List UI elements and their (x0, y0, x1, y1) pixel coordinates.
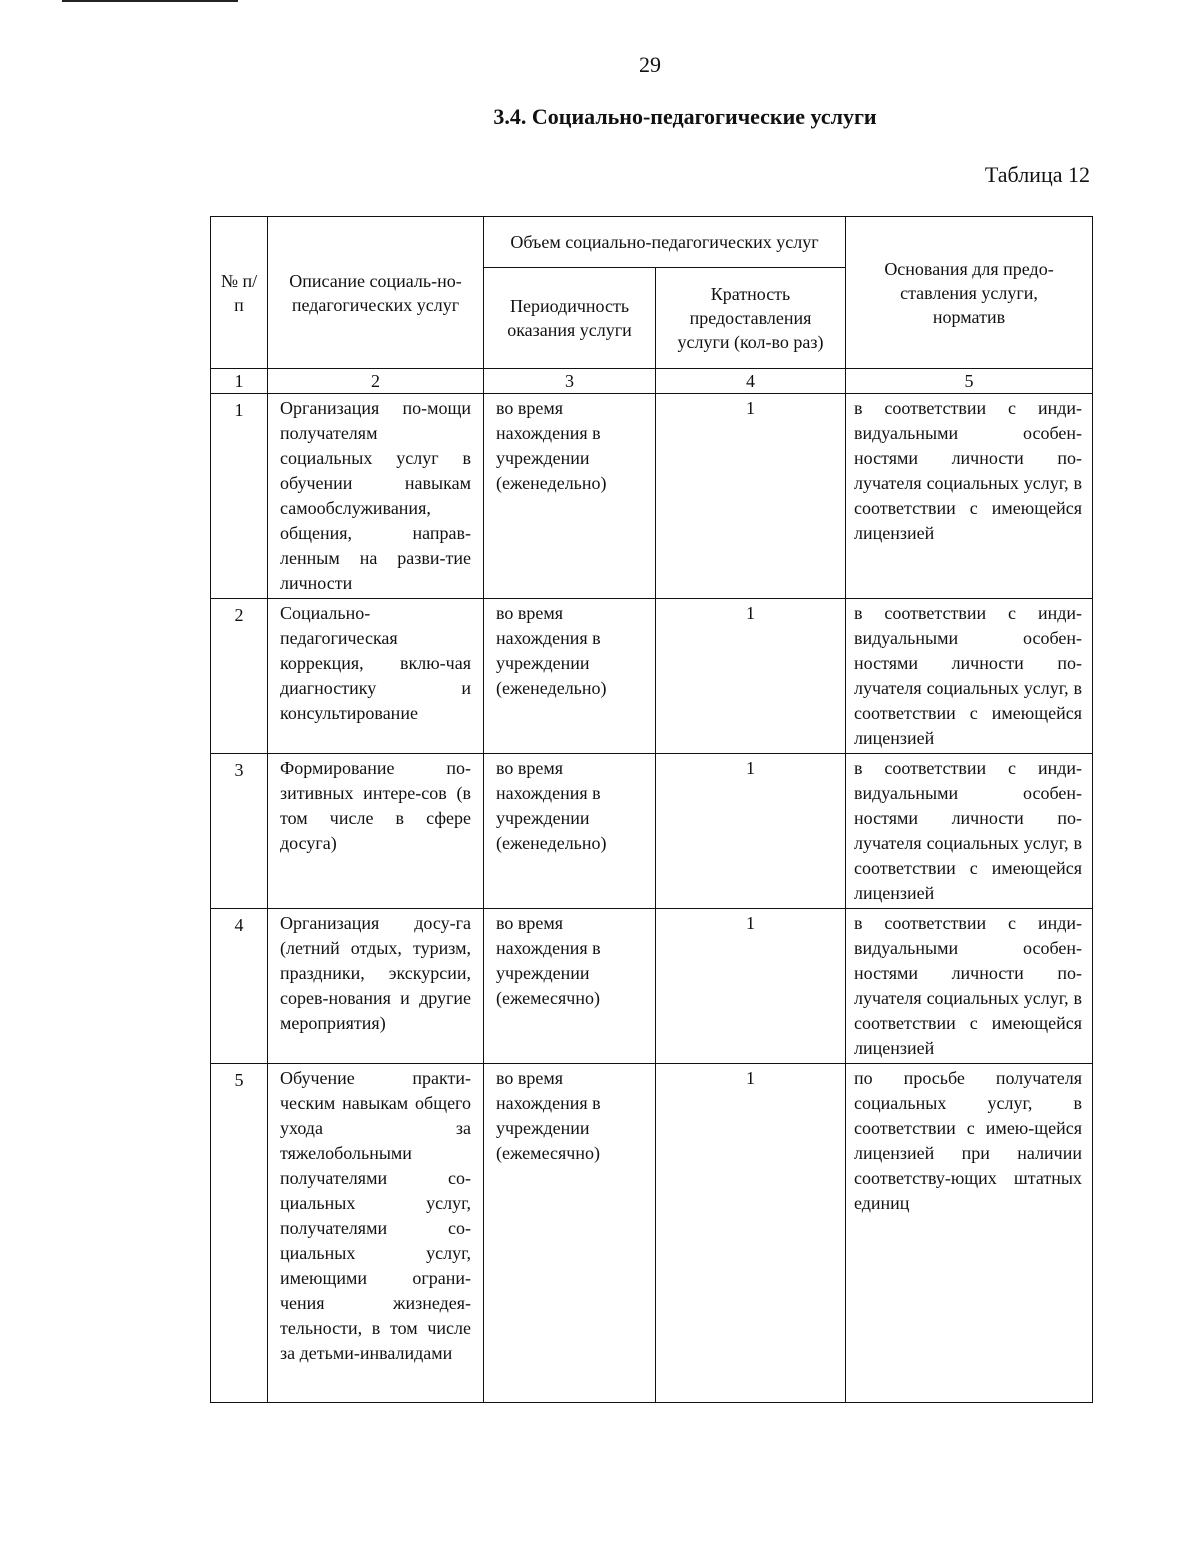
top-rule (62, 0, 238, 2)
header-multiplicity: Кратность предоставления услуги (кол-во раз) (656, 268, 846, 369)
service-basis: в соответствии с инди-видуальными особен-ностями личности по-лучателя социальных услуг, в соответствии с имеющейся лицензией (846, 599, 1093, 754)
service-multiplicity: 1 (656, 754, 846, 909)
table-row (211, 394, 1093, 599)
row-number: 3 (211, 754, 268, 909)
row-number: 5 (211, 1064, 268, 1403)
section-heading: 3.4. Социально-педагогические услуги (493, 104, 877, 129)
services-table (210, 216, 1092, 1403)
column-number: 2 (268, 369, 484, 394)
column-number: 5 (846, 369, 1093, 394)
header-basis: Основания для предо-ставления услуги, норматив (846, 217, 1093, 369)
service-multiplicity: 1 (656, 1064, 846, 1403)
service-periodicity: во время нахождения в учреждении (еженедельно) (484, 394, 656, 599)
table-row (211, 754, 1093, 909)
table-caption: Таблица 12 (984, 162, 1090, 187)
column-number: 1 (211, 369, 268, 394)
service-description: Обучение практи-ческим навыкам общего ухода за тяжелобольными получателями со-циальных услуг, получателями со-циальных услуг, имеющими ограни-чения жизнедея-тельности, в том числе за детьми-инвалидами (268, 1064, 484, 1403)
service-multiplicity: 1 (656, 599, 846, 754)
service-basis: по просьбе получателя социальных услуг, в соответствии с имею-щейся лицензией при наличии соответству-ющих штатных единиц (846, 1064, 1093, 1403)
column-number-row (211, 369, 1093, 394)
column-number: 4 (656, 369, 846, 394)
service-periodicity: во время нахождения в учреждении (ежемесячно) (484, 1064, 656, 1403)
service-description: Организация по-мощи получателям социальных услуг в обучении навыкам самообслуживания, общения, направ-ленным на разви-тие личности (268, 394, 484, 599)
row-number: 4 (211, 909, 268, 1064)
service-basis: в соответствии с инди-видуальными особен-ностями личности по-лучателя социальных услуг, в соответствии с имеющейся лицензией (846, 754, 1093, 909)
header-periodicity: Периодичность оказания услуги (484, 268, 656, 369)
column-number: 3 (484, 369, 656, 394)
service-basis: в соответствии с инди-видуальными особен-ностями личности по-лучателя социальных услуг, в соответствии с имеющейся лицензией (846, 909, 1093, 1064)
table-row (211, 1064, 1093, 1403)
header-description: Описание социаль-но-педагогических услуг (268, 217, 484, 369)
header-num: № п/п (211, 217, 268, 369)
service-description: Социально-педагогическая коррекция, вклю-чая диагностику и консультирование (268, 599, 484, 754)
service-basis: в соответствии с инди-видуальными особен-ностями личности по-лучателя социальных услуг, в соответствии с имеющейся лицензией (846, 394, 1093, 599)
service-multiplicity: 1 (656, 394, 846, 599)
service-multiplicity: 1 (656, 909, 846, 1064)
service-description: Организация досу-га (летний отдых, туризм, праздники, экскурсии, сорев-нования и другие мероприятия) (268, 909, 484, 1064)
row-number: 1 (211, 394, 268, 599)
service-periodicity: во время нахождения в учреждении (ежемесячно) (484, 909, 656, 1064)
table-row (211, 909, 1093, 1064)
service-description: Формирование по-зитивных интере-сов (в том числе в сфере досуга) (268, 754, 484, 909)
row-number: 2 (211, 599, 268, 754)
page-number: 29 (639, 52, 661, 77)
service-periodicity: во время нахождения в учреждении (еженедельно) (484, 599, 656, 754)
header-volume-group: Объем социально-педагогических услуг (484, 217, 846, 268)
service-periodicity: во время нахождения в учреждении (еженедельно) (484, 754, 656, 909)
table-row (211, 599, 1093, 754)
